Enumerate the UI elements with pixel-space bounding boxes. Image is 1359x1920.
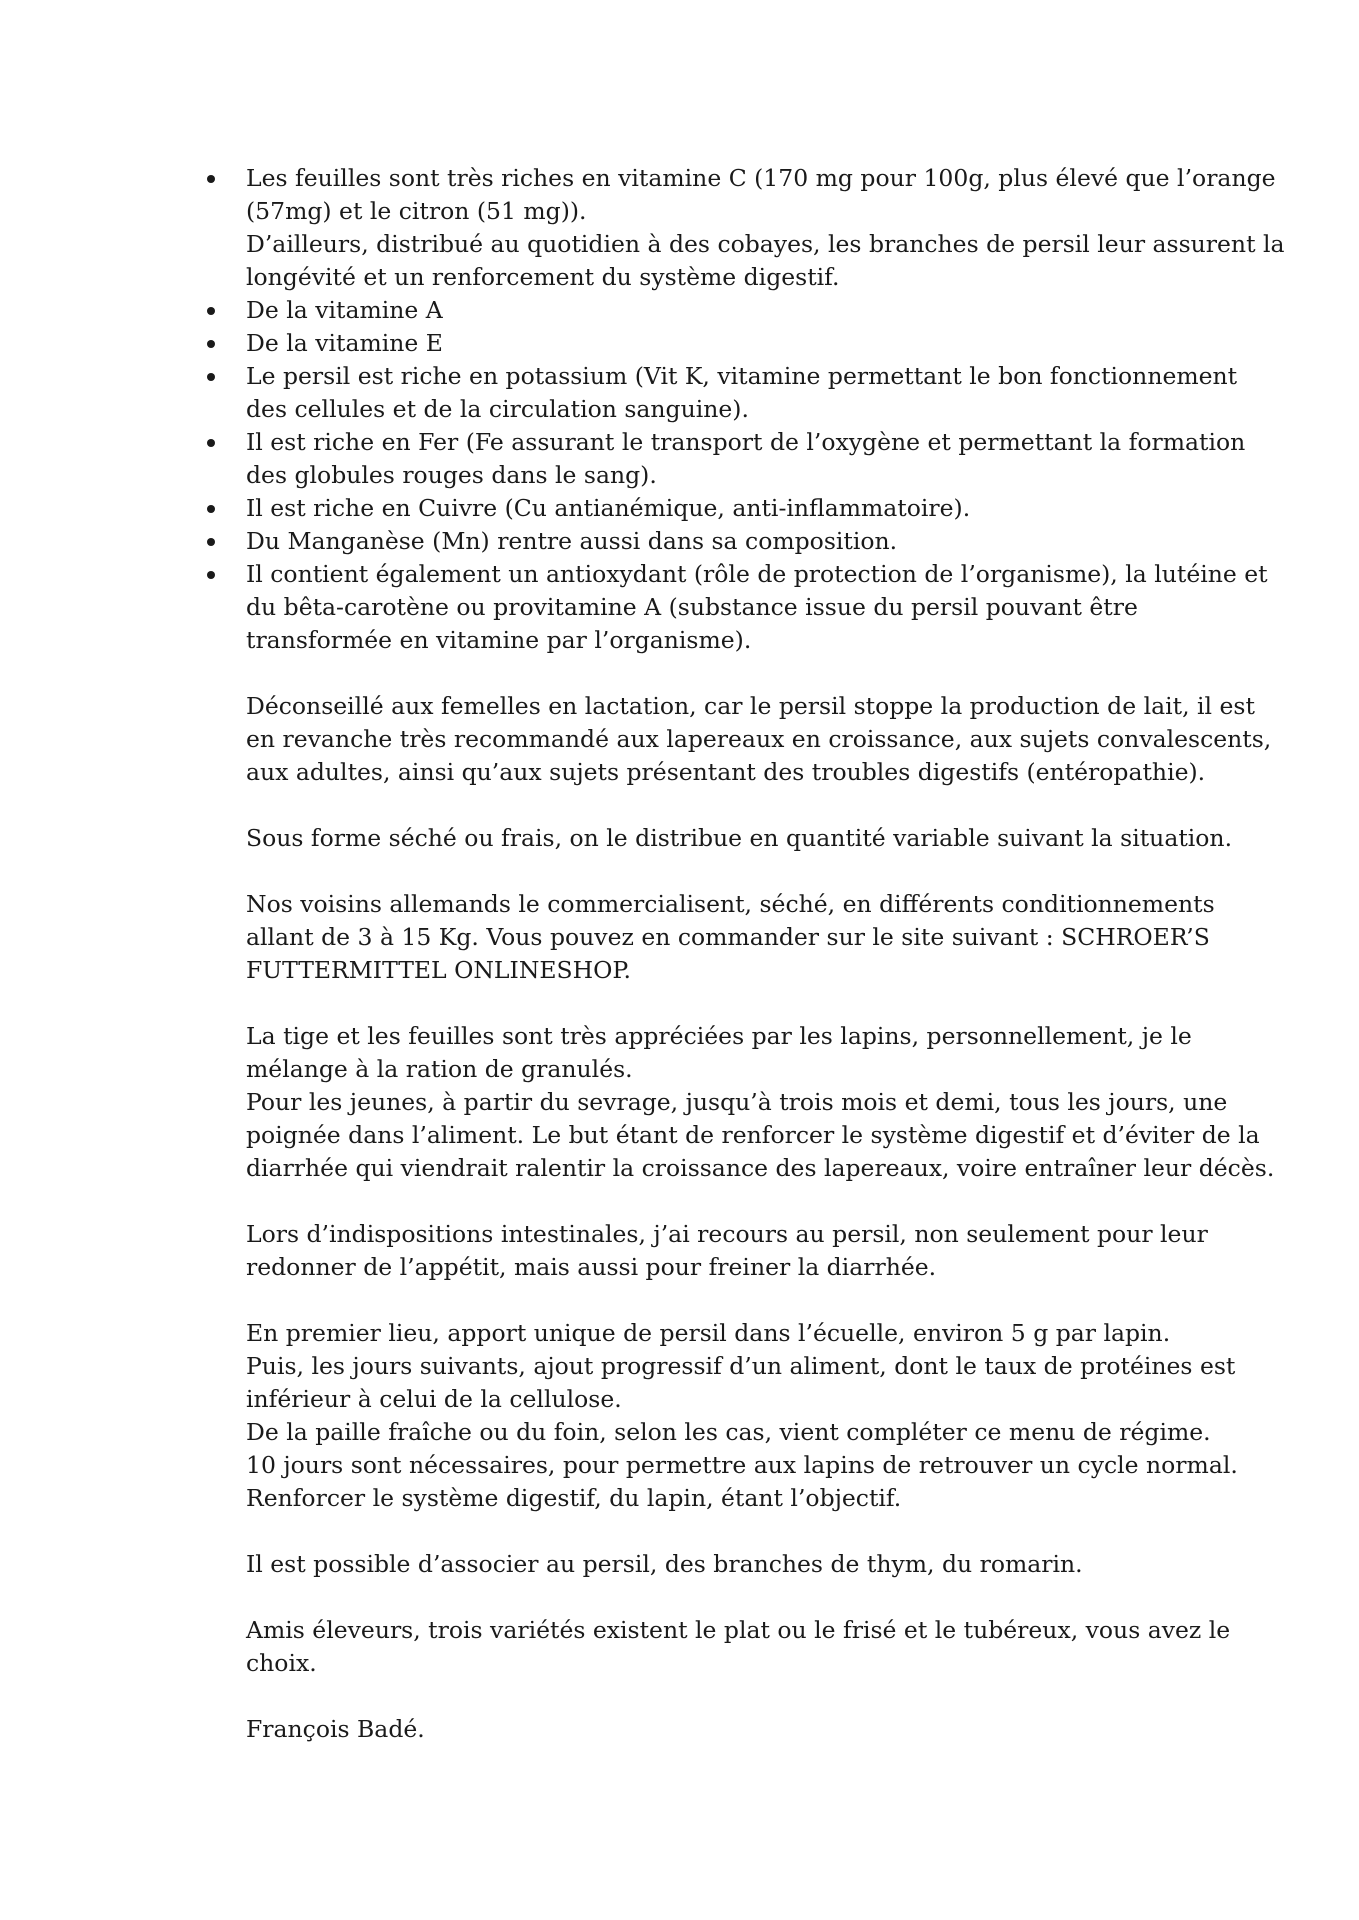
text-line: Nos voisins allemands le commercialisent, séché, en différents conditionnements [246,890,1215,918]
text-line: du bêta-carotène ou provitamine A (substance issue du persil pouvant être [246,593,1138,621]
text-line: Pour les jeunes, à partir du sevrage, jusqu’à trois mois et demi, tous les jours, une [246,1088,1228,1116]
list-item [246,492,1206,525]
paragraph-regime [246,1317,1238,1515]
text-line: Il est possible d’associer au persil, des branches de thym, du romarin. [246,1550,1083,1578]
text-line: Il est riche en Cuivre (Cu antianémique, anti-inflammatoire). [246,494,971,522]
list-item [246,162,1285,294]
text-line: redonner de l’appétit, mais aussi pour freiner la diarrhée. [246,1253,937,1281]
text-line: 10 jours sont nécessaires, pour permettre aux lapins de retrouver un cycle normal. [246,1451,1238,1479]
text-line: choix. [246,1649,317,1677]
text-line: Lors d’indispositions intestinales, j’ai recours au persil, non seulement pour leur [246,1220,1208,1248]
document-body [246,162,1285,1746]
text-line: Du Manganèse (Mn) rentre aussi dans sa composition. [246,527,898,555]
text-line: en revanche très recommandé aux lapereaux en croissance, aux sujets convalescents, [246,725,1272,753]
text-line: transformée en vitamine par l’organisme). [246,626,752,654]
bullet-icon [207,307,215,315]
text-line: Il est riche en Fer (Fe assurant le transport de l’oxygène et permettant la formation [246,428,1246,456]
text-line: D’ailleurs, distribué au quotidien à des cobayes, les branches de persil leur assurent la [246,230,1285,258]
list-item [246,360,1238,426]
paragraph-feeding [246,1020,1275,1185]
text-line: En premier lieu, apport unique de persil dans l’écuelle, environ 5 g par lapin. [246,1319,1171,1347]
text-line: Sous forme séché ou frais, on le distribue en quantité variable suivant la situation. [246,824,1233,852]
author-signature [246,1713,1206,1746]
list-item [246,294,1206,327]
paragraph-distribution [246,822,1233,855]
text-line: Puis, les jours suivants, ajout progressif d’un aliment, dont le taux de protéines est [246,1352,1236,1380]
list-item [246,558,1268,657]
text-line: (57mg) et le citron (51 mg)). [246,197,587,225]
list-item [246,426,1246,492]
list-item [246,327,1206,360]
text-line: mélange à la ration de granulés. [246,1055,633,1083]
bullet-icon [207,373,215,381]
text-line: poignée dans l’aliment. Le but étant de renforcer le système digestif et d’éviter de la [246,1121,1260,1149]
nutrient-list [246,162,1285,657]
bullet-icon [207,571,215,579]
text-line: Le persil est riche en potassium (Vit K, vitamine permettant le bon fonctionnement [246,362,1238,390]
text-line: des cellules et de la circulation sanguine). [246,395,749,423]
paragraph-herbs [246,1548,1206,1581]
text-line: diarrhée qui viendrait ralentir la croissance des lapereaux, voire entraîner leur décès. [246,1154,1275,1182]
text-line: des globules rouges dans le sang). [246,461,657,489]
paragraph-indisposition [246,1218,1206,1284]
bullet-icon [207,538,215,546]
text-line: Les feuilles sont très riches en vitamine C (170 mg pour 100g, plus élevé que l’orange [246,164,1276,192]
bullet-icon [207,505,215,513]
text-line: inférieur à celui de la cellulose. [246,1385,622,1413]
text-line: longévité et un renforcement du système digestif. [246,263,840,291]
text-line: Amis éleveurs, trois variétés existent le plat ou le frisé et le tubéreux, vous avez le [246,1616,1231,1644]
text-line: Renforcer le système digestif, du lapin, étant l’objectif. [246,1484,902,1512]
text-line: François Badé. [246,1715,425,1743]
bullet-icon [207,439,215,447]
paragraph-varieties [246,1614,1231,1680]
list-item [246,525,1206,558]
text-line: De la vitamine A [246,296,443,324]
bullet-icon [207,340,215,348]
text-line: allant de 3 à 15 Kg. Vous pouvez en commander sur le site suivant : SCHROER’S [246,923,1210,951]
text-line: De la paille fraîche ou du foin, selon les cas, vient compléter ce menu de régime. [246,1418,1211,1446]
paragraph-lactation [246,690,1272,789]
text-line: La tige et les feuilles sont très appréciées par les lapins, personnellement, je le [246,1022,1192,1050]
text-line: FUTTERMITTEL ONLINESHOP. [246,956,631,984]
bullet-icon [207,175,215,183]
text-line: Déconseillé aux femelles en lactation, car le persil stoppe la production de lait, il est [246,692,1255,720]
text-line: De la vitamine E [246,329,443,357]
text-line: aux adultes, ainsi qu’aux sujets présentant des troubles digestifs (entéropathie). [246,758,1206,786]
paragraph-commerce [246,888,1215,987]
text-line: Il contient également un antioxydant (rôle de protection de l’organisme), la lutéine et [246,560,1268,588]
